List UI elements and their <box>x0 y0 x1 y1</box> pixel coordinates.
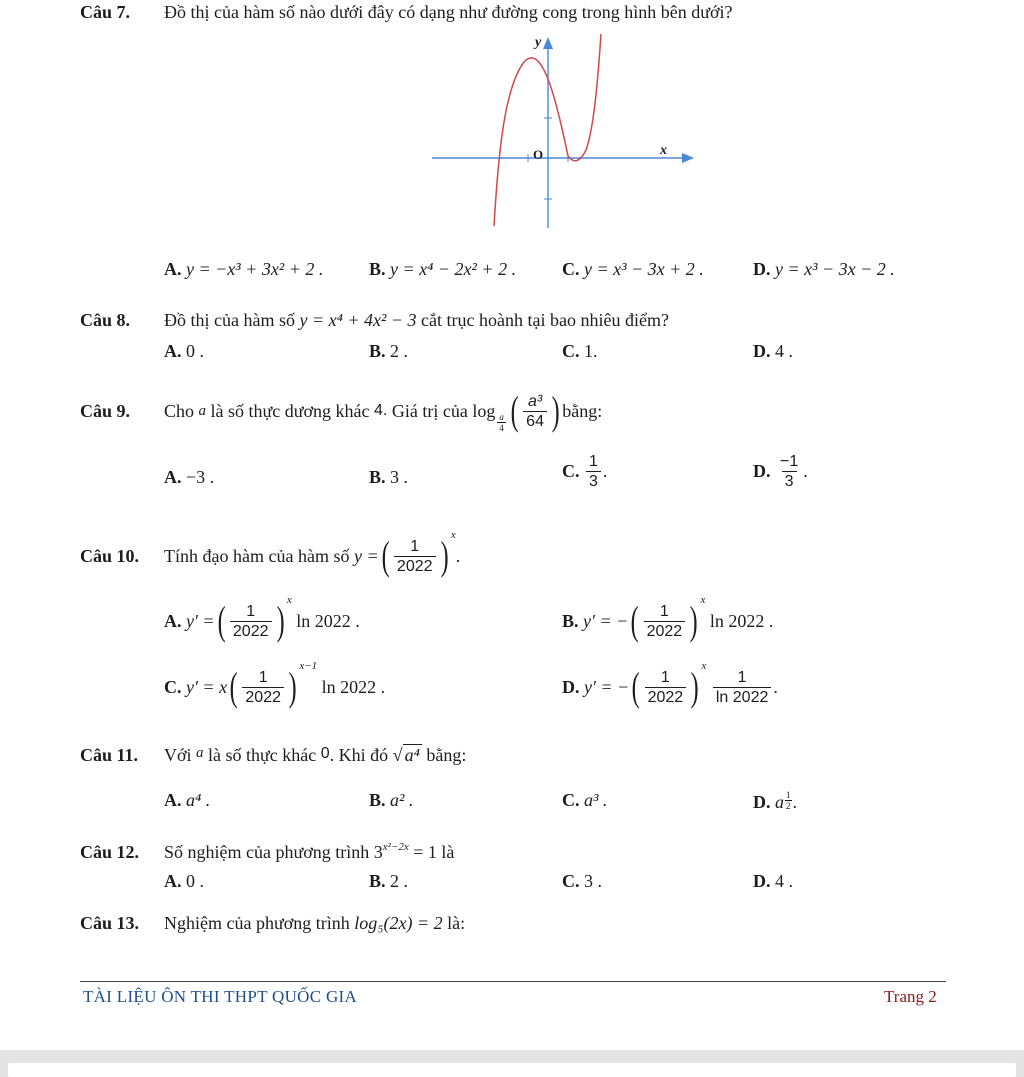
question-expr: log₅(2x) = 2 <box>354 913 443 933</box>
log-argument <box>523 392 547 431</box>
question-expr: y = x⁴ + 4x² − 3 <box>299 310 417 330</box>
argument-numerator: a³ <box>527 392 543 410</box>
option-expr: −3 . <box>186 467 215 487</box>
option-tail: ln 2022 . <box>296 610 360 631</box>
option-label: B. <box>369 467 386 487</box>
option-expr: y = x⁴ − 2x² + 2 . <box>390 259 517 279</box>
option-label: D. <box>753 461 771 481</box>
fraction-denominator: 2022 <box>645 687 687 707</box>
option-fraction <box>777 452 801 491</box>
option-expr: 2 . <box>390 341 409 361</box>
function-y: y = <box>353 545 379 566</box>
base-fraction <box>394 537 436 576</box>
option-base: a <box>775 792 784 812</box>
footer-divider <box>80 981 946 982</box>
fraction-denominator: 3 <box>586 471 601 491</box>
y-axis-arrow <box>543 37 553 49</box>
question-text: Số nghiệm của phương trình <box>164 842 370 862</box>
fraction-denominator: 2022 <box>230 621 272 641</box>
equation-base: 3 <box>373 842 383 862</box>
question-text: bằng: <box>562 400 603 421</box>
option-label: D. <box>753 792 771 812</box>
question-text: . Khi đó <box>329 745 389 765</box>
footer-title: TÀI LIỆU ÔN THI THPT QUỐC GIA <box>83 987 358 1006</box>
q11-option-a[interactable] <box>164 790 210 811</box>
question-text: cắt trục hoành tại bao nhiêu điểm? <box>421 310 669 330</box>
option-tail: ln 2022 . <box>709 610 774 631</box>
q8-option-c[interactable] <box>562 341 598 362</box>
option-label: C. <box>562 259 580 279</box>
tail-fraction <box>713 668 772 707</box>
fraction-denominator: 3 <box>782 471 797 491</box>
page-number: Trang 2 <box>884 987 937 1006</box>
option-label: B. <box>369 259 386 279</box>
sqrt-expression <box>393 744 422 765</box>
option-label: C. <box>562 871 580 891</box>
q11-option-d[interactable] <box>753 790 797 813</box>
option-label: A. <box>164 259 182 279</box>
exponent-denominator: 2 <box>786 801 791 811</box>
option-label: C. <box>562 461 580 481</box>
exponent: x <box>450 529 456 541</box>
option-expr: 0 . <box>186 871 204 891</box>
right-paren: ) <box>440 533 449 578</box>
question-text: Với <box>164 745 192 765</box>
exponent: x−1 <box>299 660 318 672</box>
option-expr: a⁴ . <box>186 790 211 810</box>
option-expr: y = x³ − 3x + 2 . <box>584 259 704 279</box>
q9-option-a[interactable] <box>164 467 214 488</box>
sqrt-radicand: a⁴ <box>404 745 420 765</box>
function-graph <box>420 28 700 233</box>
option-expr: 4 . <box>775 341 793 361</box>
question-label: Câu 7. <box>80 2 131 22</box>
q12-option-c[interactable] <box>562 871 602 892</box>
question-12 <box>80 841 454 863</box>
question-text: bằng: <box>426 745 467 765</box>
right-paren: ) <box>551 388 560 433</box>
exponent: x <box>700 594 706 606</box>
right-paren: ) <box>288 664 297 709</box>
option-lead: y′ = − <box>584 676 630 697</box>
q10-option-d[interactable] <box>562 660 778 714</box>
option-label: B. <box>369 790 386 810</box>
question-7 <box>80 2 732 23</box>
option-label: A. <box>164 871 182 891</box>
fraction-denominator: 2022 <box>644 621 686 641</box>
option-expr: 1. <box>584 341 598 361</box>
question-text: Giá trị của <box>391 400 468 421</box>
question-label: Câu 10. <box>80 545 140 566</box>
option-label: B. <box>369 871 386 891</box>
question-text: Đồ thị của hàm số <box>164 310 295 330</box>
option-expr: 3 . <box>390 467 409 487</box>
option-expr: y = x³ − 3x − 2 . <box>775 259 895 279</box>
left-paren: ( <box>510 388 519 433</box>
base-fraction <box>242 668 284 707</box>
question-text: là số thực khác <box>208 745 317 765</box>
option-tail: ln 2022 . <box>321 676 386 697</box>
variable-a: a <box>196 745 204 761</box>
q9-option-c[interactable] <box>562 452 607 491</box>
option-label: A. <box>164 467 182 487</box>
q8-option-b[interactable] <box>369 341 408 362</box>
fraction-denominator: ln 2022 <box>713 687 772 707</box>
option-label: C. <box>562 790 580 810</box>
question-text: Tính đạo hàm của hàm số <box>164 545 350 566</box>
question-label: Câu 13. <box>80 913 140 933</box>
log-word: log <box>472 400 496 421</box>
q10-option-b[interactable] <box>562 594 773 648</box>
left-paren: ( <box>217 598 226 643</box>
origin-label: O <box>533 147 544 162</box>
right-paren: ) <box>690 664 699 709</box>
question-label: Câu 8. <box>80 310 131 330</box>
exponent: x <box>701 660 707 672</box>
right-paren: ) <box>689 598 698 643</box>
option-label: D. <box>753 259 771 279</box>
fraction-numerator: 1 <box>660 668 670 686</box>
option-label: D. <box>562 676 580 697</box>
question-label: Câu 11. <box>80 745 139 765</box>
fractional-exponent <box>785 790 792 811</box>
option-label: D. <box>753 871 771 891</box>
question-text: Cho <box>164 400 195 421</box>
left-paren: ( <box>381 533 390 578</box>
option-label: A. <box>164 341 182 361</box>
number-0: 0 <box>320 745 330 762</box>
base-fraction <box>230 602 272 641</box>
variable-a: a <box>198 402 207 419</box>
question-8 <box>80 310 669 331</box>
option-fraction <box>586 452 601 491</box>
question-9 <box>80 383 602 439</box>
question-13 <box>80 913 465 934</box>
fraction-denominator: 2022 <box>394 556 436 576</box>
option-expr: 2 . <box>390 871 409 891</box>
q7-option-d[interactable] <box>753 259 895 280</box>
option-label: B. <box>369 341 386 361</box>
fraction-denominator: 2022 <box>242 687 284 707</box>
q11-option-b[interactable] <box>369 790 413 811</box>
q10-option-a[interactable] <box>164 594 360 648</box>
question-text: là số thực dương khác <box>210 400 370 421</box>
next-page-edge <box>8 1063 1016 1077</box>
option-tail: . <box>792 792 797 812</box>
question-label: Câu 12. <box>80 842 140 862</box>
q8-option-d[interactable] <box>753 341 793 362</box>
q9-option-d[interactable] <box>753 452 808 491</box>
x-axis-label: x <box>660 143 667 158</box>
q11-option-c[interactable] <box>562 790 607 811</box>
fraction-numerator: 1 <box>246 602 256 620</box>
option-tail: . <box>773 676 778 697</box>
argument-denominator: 64 <box>523 411 547 431</box>
fraction-numerator: 1 <box>737 668 747 686</box>
equation-rhs: = 1 <box>413 842 437 862</box>
question-text: Nghiệm của phương trình <box>164 913 350 933</box>
option-expr: 4 . <box>775 871 793 891</box>
option-expr: a³ . <box>584 790 608 810</box>
q12-option-a[interactable] <box>164 871 204 892</box>
option-expr: a² . <box>390 790 414 810</box>
base-numerator: a <box>499 411 504 422</box>
question-text: Đồ thị của hàm số nào dưới đây có dạng như đường cong trong hình bên dưới? <box>164 2 733 22</box>
q12-option-b[interactable] <box>369 871 408 892</box>
base-fraction <box>645 668 687 707</box>
q7-option-a[interactable] <box>164 259 323 280</box>
question-text: là: <box>447 913 466 933</box>
q12-option-d[interactable] <box>753 871 793 892</box>
option-lead: y′ = <box>186 610 215 631</box>
question-label: Câu 9. <box>80 400 131 421</box>
fraction-numerator: 1 <box>589 453 598 470</box>
question-10 <box>80 529 460 583</box>
sqrt-sign: √ <box>392 745 403 765</box>
right-paren: ) <box>276 598 285 643</box>
question-tail: . <box>455 545 461 566</box>
question-11 <box>80 745 466 766</box>
fraction-numerator: 1 <box>659 602 669 620</box>
log-expression <box>472 390 562 433</box>
left-paren: ( <box>630 598 639 643</box>
option-expr: 0 . <box>186 341 204 361</box>
x-axis-arrow <box>682 153 694 163</box>
option-lead: y′ = − <box>583 610 629 631</box>
log-base <box>497 412 506 433</box>
fraction-numerator: 1 <box>410 537 420 555</box>
option-label: C. <box>562 341 580 361</box>
option-label: C. <box>164 676 182 697</box>
q7-option-c[interactable] <box>562 259 704 280</box>
q9-option-b[interactable] <box>369 467 408 488</box>
exponent-numerator: 1 <box>786 790 791 800</box>
y-axis-label: y <box>535 35 542 50</box>
option-label: B. <box>562 610 579 631</box>
base-denominator: 4 <box>499 422 504 433</box>
fraction-numerator: 1 <box>258 668 268 686</box>
base-fraction <box>644 602 686 641</box>
option-tail: . <box>602 461 608 481</box>
option-lead: y′ = x <box>186 676 228 697</box>
q8-option-a[interactable] <box>164 341 204 362</box>
left-paren: ( <box>229 664 238 709</box>
q10-option-c[interactable] <box>164 660 385 714</box>
option-tail: . <box>803 461 808 481</box>
question-text: là <box>441 842 455 862</box>
left-paren: ( <box>631 664 640 709</box>
equation-exponent: x²−2x <box>382 841 409 853</box>
option-label: A. <box>164 790 182 810</box>
option-expr: 3 . <box>584 871 602 891</box>
option-expr: y = −x³ + 3x² + 2 . <box>186 259 324 279</box>
q7-option-b[interactable] <box>369 259 516 280</box>
option-label: D. <box>753 341 771 361</box>
option-label: A. <box>164 610 182 631</box>
number-4: 4. <box>374 402 388 419</box>
fraction-numerator: −1 <box>780 453 799 470</box>
exponent: x <box>286 594 292 606</box>
